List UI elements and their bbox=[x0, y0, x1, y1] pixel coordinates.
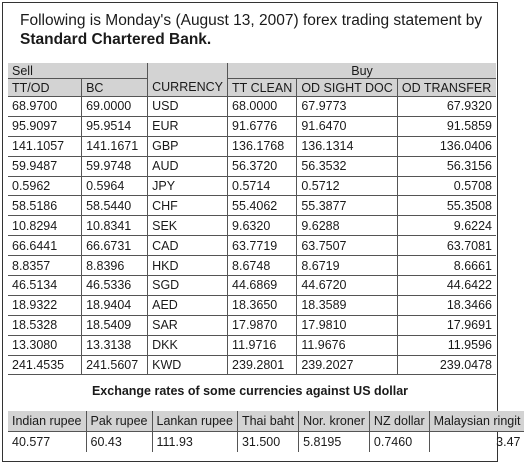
table-cell: 44.6720 bbox=[297, 276, 398, 296]
buy-group-header: Buy bbox=[228, 63, 496, 79]
sell-group-header: Sell bbox=[8, 63, 148, 79]
table-cell: 18.3650 bbox=[228, 295, 297, 315]
usd-header-cell: Lankan rupee bbox=[152, 411, 237, 432]
table-cell: 44.6869 bbox=[228, 276, 297, 296]
table-cell: GBP bbox=[148, 136, 228, 156]
usd-header-cell: Pak rupee bbox=[86, 411, 152, 432]
table-cell: 55.3877 bbox=[297, 196, 398, 216]
table-cell: 8.6661 bbox=[397, 256, 496, 276]
col-header-bc: BC bbox=[82, 79, 148, 97]
table-row bbox=[8, 295, 496, 315]
table-cell: 91.6776 bbox=[228, 116, 297, 136]
table-row bbox=[8, 256, 496, 276]
currency-group-spacer bbox=[148, 63, 228, 79]
col-header-tt-od: TT/OD bbox=[8, 79, 82, 97]
table-cell: 241.5607 bbox=[82, 355, 148, 375]
table-cell: 9.6224 bbox=[397, 216, 496, 236]
table-row bbox=[8, 156, 496, 176]
column-header-row bbox=[8, 79, 496, 97]
table-cell: 91.6470 bbox=[297, 116, 398, 136]
usd-header-cell: Thai baht bbox=[237, 411, 298, 432]
table-cell: 0.5962 bbox=[8, 176, 82, 196]
group-header-row bbox=[8, 63, 496, 79]
table-cell: 63.7081 bbox=[397, 236, 496, 256]
table-row bbox=[8, 196, 496, 216]
usd-header-cell: Malaysian ringit bbox=[429, 411, 524, 432]
table-cell: AED bbox=[148, 295, 228, 315]
table-cell: 8.8357 bbox=[8, 256, 82, 276]
usd-value-cell: 40.577 bbox=[8, 432, 86, 453]
table-cell: 17.9810 bbox=[297, 315, 398, 335]
table-cell: 69.0000 bbox=[82, 97, 148, 117]
table-cell: 63.7719 bbox=[228, 236, 297, 256]
usd-header-row bbox=[8, 411, 524, 432]
table-cell: 66.6441 bbox=[8, 236, 82, 256]
table-row bbox=[8, 276, 496, 296]
table-cell: DKK bbox=[148, 335, 228, 355]
usd-value-cell: 111.93 bbox=[152, 432, 237, 453]
table-cell: JPY bbox=[148, 176, 228, 196]
table-cell: 13.3080 bbox=[8, 335, 82, 355]
table-row bbox=[8, 216, 496, 236]
table-cell: 13.3138 bbox=[82, 335, 148, 355]
col-header-od-transfer: OD TRANSFER bbox=[397, 79, 496, 97]
table-cell: 18.9322 bbox=[8, 295, 82, 315]
table-cell: 68.0000 bbox=[228, 97, 297, 117]
table-cell: 239.2801 bbox=[228, 355, 297, 375]
col-header-currency: CURRENCY bbox=[148, 79, 228, 97]
table-cell: 55.3508 bbox=[397, 196, 496, 216]
table-cell: 67.9320 bbox=[397, 97, 496, 117]
table-cell: 58.5186 bbox=[8, 196, 82, 216]
table-cell: 11.9716 bbox=[228, 335, 297, 355]
table-cell: 239.0478 bbox=[397, 355, 496, 375]
table-cell: 67.9773 bbox=[297, 97, 398, 117]
table-row bbox=[8, 136, 496, 156]
table-cell: 44.6422 bbox=[397, 276, 496, 296]
table-cell: 136.0406 bbox=[397, 136, 496, 156]
table-row bbox=[8, 315, 496, 335]
table-cell: 56.3720 bbox=[228, 156, 297, 176]
table-cell: USD bbox=[148, 97, 228, 117]
table-cell: 46.5336 bbox=[82, 276, 148, 296]
table-row bbox=[8, 116, 496, 136]
usd-values-row bbox=[8, 432, 524, 453]
table-cell: 239.2027 bbox=[297, 355, 398, 375]
table-cell: SAR bbox=[148, 315, 228, 335]
table-cell: 0.5964 bbox=[82, 176, 148, 196]
table-cell: 8.8396 bbox=[82, 256, 148, 276]
table-cell: 11.9676 bbox=[297, 335, 398, 355]
table-cell: 95.9097 bbox=[8, 116, 82, 136]
table-cell: CHF bbox=[148, 196, 228, 216]
table-cell: 241.4535 bbox=[8, 355, 82, 375]
intro-text: Following is Monday's (August 13, 2007) forex trading statement by bbox=[20, 12, 483, 29]
col-header-tt-clean: TT CLEAN bbox=[228, 79, 297, 97]
table-cell: 10.8294 bbox=[8, 216, 82, 236]
table-cell: 55.4062 bbox=[228, 196, 297, 216]
table-cell: SGD bbox=[148, 276, 228, 296]
table-cell: 11.9596 bbox=[397, 335, 496, 355]
usd-value-cell: 5.8195 bbox=[299, 432, 370, 453]
table-cell: 59.9487 bbox=[8, 156, 82, 176]
table-cell: 66.6731 bbox=[82, 236, 148, 256]
table-cell: CAD bbox=[148, 236, 228, 256]
table-row bbox=[8, 335, 496, 355]
table-cell: 17.9691 bbox=[397, 315, 496, 335]
table-cell: 68.9700 bbox=[8, 97, 82, 117]
table-row bbox=[8, 97, 496, 117]
table-cell: 0.5714 bbox=[228, 176, 297, 196]
table-cell: 141.1057 bbox=[8, 136, 82, 156]
usd-header-cell: Indian rupee bbox=[8, 411, 86, 432]
table-cell: 18.3589 bbox=[297, 295, 398, 315]
table-cell: 10.8341 bbox=[82, 216, 148, 236]
table-cell: EUR bbox=[148, 116, 228, 136]
table-row bbox=[8, 355, 496, 375]
table-cell: 136.1314 bbox=[297, 136, 398, 156]
table-cell: 95.9514 bbox=[82, 116, 148, 136]
bank-name: Standard Chartered Bank. bbox=[20, 31, 212, 48]
table-cell: KWD bbox=[148, 355, 228, 375]
table-cell: 56.3156 bbox=[397, 156, 496, 176]
table-cell: 63.7507 bbox=[297, 236, 398, 256]
table-cell: 18.5409 bbox=[82, 315, 148, 335]
table-cell: 8.6748 bbox=[228, 256, 297, 276]
usd-header-cell: Nor. kroner bbox=[299, 411, 370, 432]
table-cell: AUD bbox=[148, 156, 228, 176]
col-header-od-sight-doc: OD SIGHT DOC bbox=[297, 79, 398, 97]
table-cell: 8.6719 bbox=[297, 256, 398, 276]
statement-frame bbox=[2, 2, 521, 462]
table-cell: 17.9870 bbox=[228, 315, 297, 335]
table-row bbox=[8, 176, 496, 196]
table-cell: 18.9404 bbox=[82, 295, 148, 315]
usd-value-cell: 0.7460 bbox=[369, 432, 429, 453]
table-cell: HKD bbox=[148, 256, 228, 276]
table-cell: SEK bbox=[148, 216, 228, 236]
table-cell: 141.1671 bbox=[82, 136, 148, 156]
table-cell: 9.6320 bbox=[228, 216, 297, 236]
usd-value-cell: 60.43 bbox=[86, 432, 152, 453]
table-cell: 136.1768 bbox=[228, 136, 297, 156]
table-row bbox=[8, 236, 496, 256]
table-cell: 59.9748 bbox=[82, 156, 148, 176]
table-cell: 18.5328 bbox=[8, 315, 82, 335]
table-cell: 46.5134 bbox=[8, 276, 82, 296]
table-cell: 0.5712 bbox=[297, 176, 398, 196]
table-cell: 91.5859 bbox=[397, 116, 496, 136]
usd-rates-table bbox=[8, 411, 524, 452]
table-cell: 18.3466 bbox=[397, 295, 496, 315]
usd-value-cell: 31.500 bbox=[237, 432, 298, 453]
usd-header-cell: NZ dollar bbox=[369, 411, 429, 432]
table-cell: 56.3532 bbox=[297, 156, 398, 176]
table-cell: 58.5440 bbox=[82, 196, 148, 216]
usd-value-cell: 3.47 bbox=[496, 435, 521, 449]
table-cell: 9.6288 bbox=[297, 216, 398, 236]
usd-section-title: Exchange rates of some currencies against US dollar bbox=[91, 384, 409, 398]
forex-rates-table bbox=[8, 63, 496, 375]
table-cell: 0.5708 bbox=[397, 176, 496, 196]
intro-paragraph bbox=[20, 11, 490, 49]
